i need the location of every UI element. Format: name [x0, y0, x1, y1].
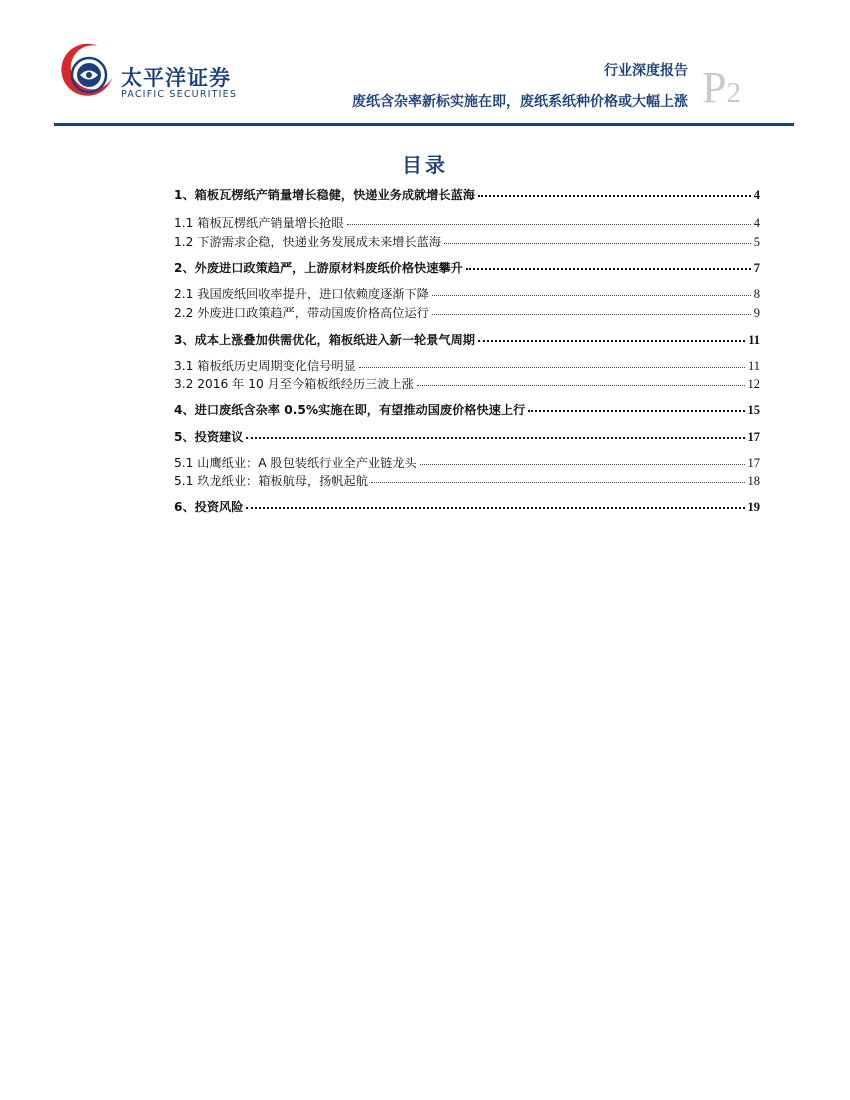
toc-entry[interactable] [174, 285, 760, 302]
toc-entry[interactable] [174, 498, 760, 515]
toc-entry-label: 2、外废进口政策趋严，上游原材料废纸价格快速攀升 [174, 261, 463, 275]
toc-entry-label: 1、箱板瓦楞纸产销量增长稳健，快递业务成就增长蓝海 [174, 188, 475, 202]
toc-leader-dots [347, 223, 751, 225]
toc-entry-label: 5、投资建议 [174, 430, 244, 444]
toc-entry[interactable] [174, 428, 760, 445]
toc-entry-page: 9 [753, 306, 760, 320]
toc-entry-page: 8 [753, 287, 760, 301]
toc-entry-label: 2.2 外废进口政策趋严，带动国废价格高位运行 [174, 306, 429, 320]
header-divider [54, 123, 794, 126]
toc-entry-page: 17 [747, 456, 760, 470]
toc-entry-page: 11 [748, 333, 760, 347]
toc-entry-label: 5.1 山鹰纸业：A 股包装纸行业全产业链龙头 [174, 456, 417, 470]
toc-leader-dots [359, 366, 745, 368]
toc-entry-label: 6、投资风险 [174, 500, 244, 514]
toc-entry[interactable] [174, 375, 760, 392]
toc-entry-label: 1.1 箱板瓦楞纸产销量增长抢眼 [174, 216, 344, 230]
toc-entry-page: 12 [747, 377, 760, 391]
report-title: 废纸含杂率新标实施在即，废纸系纸种价格或大幅上涨 [352, 94, 688, 110]
toc-entry-page: 11 [747, 359, 760, 373]
toc-entry-label: 1.2 下游需求企稳，快递业务发展成未来增长蓝海 [174, 235, 442, 249]
toc-entry-page: 17 [747, 430, 760, 444]
toc-entry-page: 7 [753, 261, 760, 275]
toc-leader-dots [466, 267, 751, 270]
toc-entry-page: 4 [753, 216, 760, 230]
toc-entry[interactable] [174, 214, 760, 231]
brand-name-cn: 太平洋证券 [121, 66, 231, 90]
toc-leader-dots [432, 294, 751, 296]
toc-entry[interactable] [174, 331, 760, 348]
toc-entry-page: 15 [747, 403, 760, 417]
toc-leader-dots [417, 384, 745, 386]
toc-leader-dots [432, 313, 751, 315]
toc-entry[interactable] [174, 233, 760, 250]
toc-entry[interactable] [174, 357, 760, 374]
page-number-badge [702, 63, 741, 112]
toc-entry[interactable] [174, 401, 760, 418]
report-type: 行业深度报告 [604, 63, 688, 79]
toc-leader-dots [371, 481, 745, 483]
toc-leader-dots [246, 436, 744, 439]
toc-leader-dots [478, 339, 745, 342]
toc-entry[interactable] [174, 304, 760, 321]
toc-leader-dots [420, 463, 745, 465]
page-number: 2 [726, 77, 741, 109]
toc-entry[interactable] [174, 472, 760, 489]
pacific-securities-logo-icon [58, 42, 116, 100]
report-header [0, 0, 850, 130]
page-letter: P [702, 63, 727, 112]
toc-entry[interactable] [174, 259, 760, 276]
toc-leader-dots [246, 506, 744, 509]
brand-name-en: PACIFIC SECURITIES [121, 89, 238, 100]
toc-leader-dots [528, 409, 744, 412]
toc-entry-label: 3.2 2016 年 10 月至今箱板纸经历三波上涨 [174, 377, 414, 391]
toc-entry-label: 2.1 我国废纸回收率提升，进口依赖度逐渐下降 [174, 287, 429, 301]
toc-leader-dots [478, 194, 751, 197]
toc-entry-page: 4 [753, 188, 760, 202]
toc-leader-dots [444, 242, 751, 244]
toc-entry-page: 19 [747, 500, 760, 514]
toc-entry[interactable] [174, 454, 760, 471]
toc-entry[interactable] [174, 186, 760, 203]
toc-entry-label: 4、进口废纸含杂率 0.5%实施在即，有望推动国废价格快速上行 [174, 403, 526, 417]
toc-entry-page: 5 [753, 235, 760, 249]
toc-entry-page: 18 [747, 474, 760, 488]
toc-entry-label: 3.1 箱板纸历史周期变化信号明显 [174, 359, 356, 373]
toc-title: 目录 [402, 153, 448, 177]
toc-entry-label: 5.1 玖龙纸业：箱板航母，扬帆起航 [174, 474, 368, 488]
toc-entry-label: 3、成本上涨叠加供需优化，箱板纸进入新一轮景气周期 [174, 333, 475, 347]
